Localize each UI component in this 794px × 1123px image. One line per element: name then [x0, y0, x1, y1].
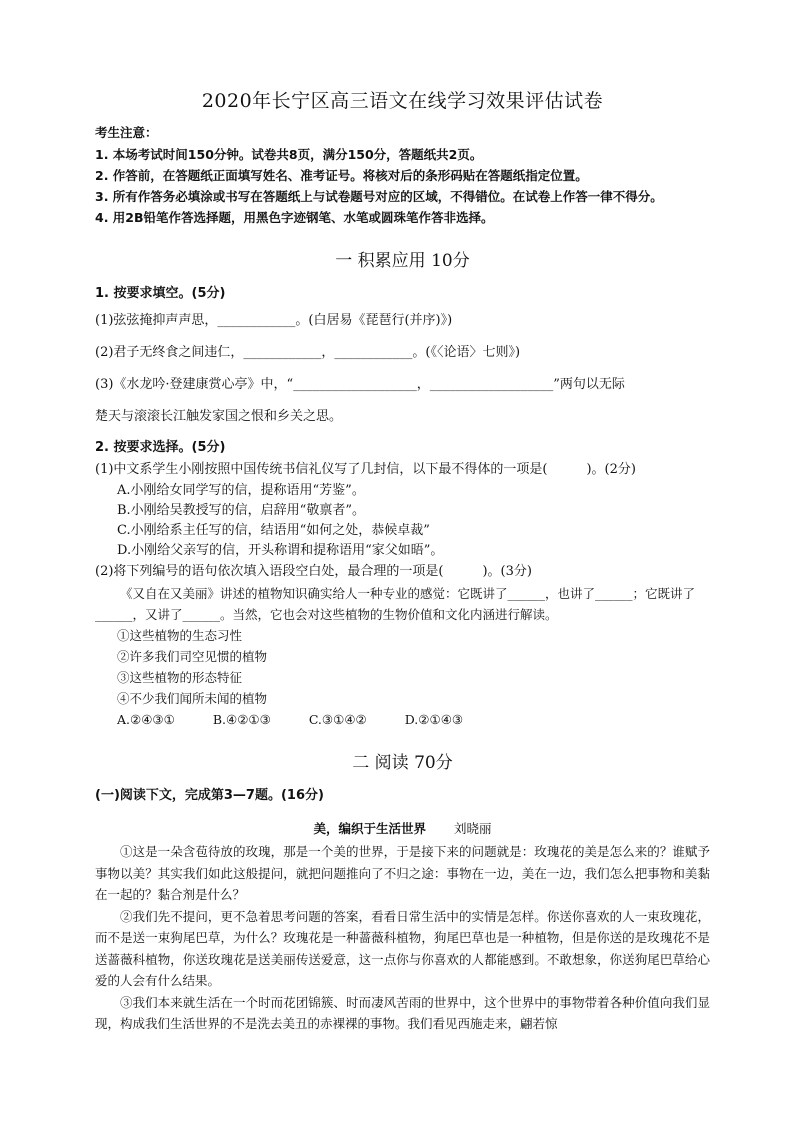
page-title: 2020年长宁区高三语文在线学习效果评估试卷	[201, 90, 604, 112]
article-title: 美，编织于生活世界	[313, 821, 426, 836]
question-2-part-1: (1)中文系学生小刚按照中国传统书信礼仪写了几封信，以下最不得体的一项是( )。(2分)	[95, 462, 636, 477]
question-1-line-3-cont: 楚天与滚滚长江触发家国之恨和乡关之思。	[95, 409, 343, 424]
article-title-row	[95, 819, 710, 837]
choice-b: B.④②①③	[212, 712, 271, 727]
sentence-item: ②许多我们司空见惯的植物	[117, 649, 268, 664]
reading-1-heading: (一)阅读下文，完成第3—7题。(16分)	[95, 788, 324, 803]
notice-item: 1. 本场考试时间150分钟。试卷共8页，满分150分，答题纸共2页。	[95, 147, 483, 162]
question-1-line-1: (1)弦弦掩抑声声思，____________。(白居易《琵琶行(并序)》)	[95, 313, 453, 328]
option-a: A.小刚给女同学写的信，提称语用“芳鉴”。	[117, 483, 365, 498]
option-d: D.小刚给父亲写的信，开头称谓和提称语用“家父如晤”。	[117, 543, 444, 558]
choice-a: A.②④③①	[117, 712, 175, 727]
option-c: C.小刚给系主任写的信，结语用“如何之处，恭候卓裁”	[117, 523, 430, 538]
sentence-item: ①这些植物的生态习性	[117, 628, 243, 643]
choice-d: D.②①④③	[404, 712, 464, 727]
question-2-heading: 2. 按要求选择。(5分)	[95, 440, 226, 455]
answer-choices	[117, 709, 710, 730]
question-1-heading: 1. 按要求填空。(5分)	[95, 286, 226, 301]
option-b: B.小刚给吴教授写的信，启辞用“敬禀者”。	[117, 503, 365, 518]
question-2-passage: 《又自在又美丽》讲述的植物知识确实给人一种专业的感觉：它既讲了______，也讲了______；它既讲了______，又讲了______。当然，它也会对这些植物的生物价值和文化内涵进行解读。	[95, 586, 696, 622]
article-paragraph: ③我们本来就生活在一个时而花团锦簇、时而凄风苦雨的世界中，这个世界中的事物带着各种价值向我们显现，构成我们生活世界的不是洗去美丑的赤裸裸的事物。我们看见西施走来，翩若惊	[95, 994, 710, 1031]
sentence-item: ④不少我们闻所未闻的植物	[117, 691, 268, 706]
section-heading-1: 一 积累应用 10分	[335, 251, 470, 271]
question-2-part-2: (2)将下列编号的语句依次填入语段空白处，最合理的一项是( )。(3分)	[95, 564, 532, 579]
exam-page	[95, 78, 710, 1035]
article-author: 刘晓丽	[454, 821, 492, 836]
notice-item: 4. 用2B铅笔作答选择题，用黑色字迹钢笔、水笔或圆珠笔作答非选择。	[95, 210, 494, 225]
notice-heading: 考生注意：	[95, 125, 158, 140]
article-paragraph: ①这是一朵含苞待放的玫瑰，那是一个美的世界，于是接下来的问题就是：玫瑰花的美是怎么来的？谁赋予事物以美？其实我们如此这般提问，就把问题推向了不归之途：事物在一边，美在一边，我们怎么把事物和美黏在一起的？黏合剂是什么？	[95, 844, 710, 902]
choice-c: C.③①④②	[308, 712, 367, 727]
sentence-item: ③这些植物的形态特征	[117, 670, 243, 685]
notice-item: 3. 所有作答务必填涂或书写在答题纸上与试卷题号对应的区域，不得错位。在试卷上作答一律不得分。	[95, 189, 663, 204]
question-1-line-2: (2)君子无终食之间违仁，____________，____________。(《〈论语〉七则》)	[95, 345, 521, 360]
section-heading-2: 二 阅读 70分	[352, 753, 453, 773]
notice-item: 2. 作答前，在答题纸正面填写姓名、准考证号。将核对后的条形码贴在答题纸指定位置。	[95, 168, 588, 183]
article-paragraph: ②我们先不提问，更不急着思考问题的答案，看看日常生活中的实情是怎样。你送你喜欢的人一束玫瑰花，而不是送一束狗尾巴草，为什么？玫瑰花是一种蔷薇科植物，狗尾巴草也是一种植物，但是你送的是玫瑰花不是送蔷薇科植物，你送玫瑰花是送美丽传送爱意，这一点你与你喜欢的人都能感到。不敢想象，你送狗尾巴草给心爱的人会有什么结果。	[95, 908, 710, 988]
question-1-line-3: (3)《水龙吟·登建康赏心亭》中，“___________________，___________________”两句以无际	[95, 377, 625, 392]
